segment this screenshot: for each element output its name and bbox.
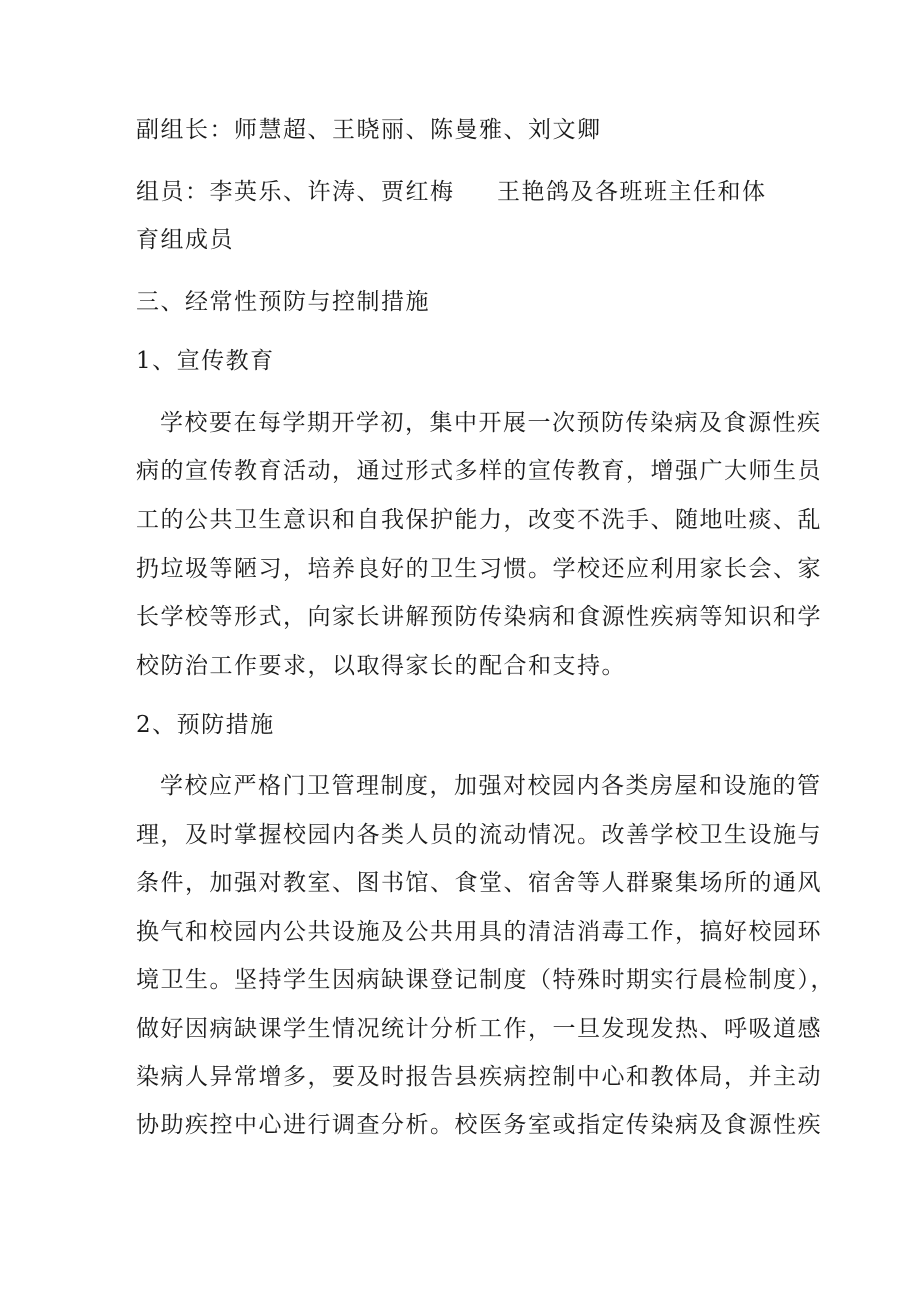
paragraph-2-line-3: 条件，加强对教室、图书馆、食堂、宿舍等人群聚集场所的通风 (136, 870, 822, 896)
deputy-leaders-line: 副组长：师慧超、王晓丽、陈曼雅、刘文卿 (136, 117, 602, 143)
subheading-1: 1、宣传教育 (136, 348, 275, 374)
paragraph-2-line-8: 协助疾控中心进行调查分析。校医务室或指定传染病及食源性疾 (136, 1112, 822, 1138)
paragraph-1-line-3: 工的公共卫生意识和自我保护能力，改变不洗手、随地吐痰、乱 (136, 507, 822, 533)
subheading-2: 2、预防措施 (136, 712, 275, 738)
paragraph-1-line-4: 扔垃圾等陋习，培养良好的卫生习惯。学校还应利用家长会、家 (136, 556, 822, 582)
members-line-part2: 王艳鸽及各班班主任和体 (497, 179, 767, 205)
members-line-part1: 组员：李英乐、许涛、贾红梅 (136, 179, 455, 205)
paragraph-1-line-6: 校防治工作要求，以取得家长的配合和支持。 (136, 653, 626, 679)
paragraph-1-line-5: 长学校等形式，向家长讲解预防传染病和食源性疾病等知识和学 (136, 604, 822, 630)
paragraph-1-line-2: 病的宣传教育活动，通过形式多样的宣传教育，增强广大师生员 (136, 458, 822, 484)
members-line-continued: 育组成员 (136, 227, 234, 253)
paragraph-2-line-5: 境卫生。坚持学生因病缺课登记制度（特殊时期实行晨检制度）， (136, 967, 835, 993)
paragraph-2-line-4: 换气和校园内公共设施及公共用具的清洁消毒工作，搞好校园环 (136, 919, 822, 945)
paragraph-1-line-1: 学校要在每学期开学初，集中开展一次预防传染病及食源性疾 (160, 410, 822, 436)
paragraph-2-line-1: 学校应严格门卫管理制度，加强对校园内各类房屋和设施的管 (160, 773, 822, 799)
paragraph-2-line-2: 理，及时掌握校园内各类人员的流动情况。改善学校卫生设施与 (136, 822, 822, 848)
paragraph-2-line-6: 做好因病缺课学生情况统计分析工作，一旦发现发热、呼吸道感 (136, 1016, 822, 1042)
section-heading-3: 三、经常性预防与控制措施 (136, 289, 430, 315)
paragraph-2-line-7: 染病人异常增多，要及时报告县疾病控制中心和教体局，并主动 (136, 1064, 822, 1090)
